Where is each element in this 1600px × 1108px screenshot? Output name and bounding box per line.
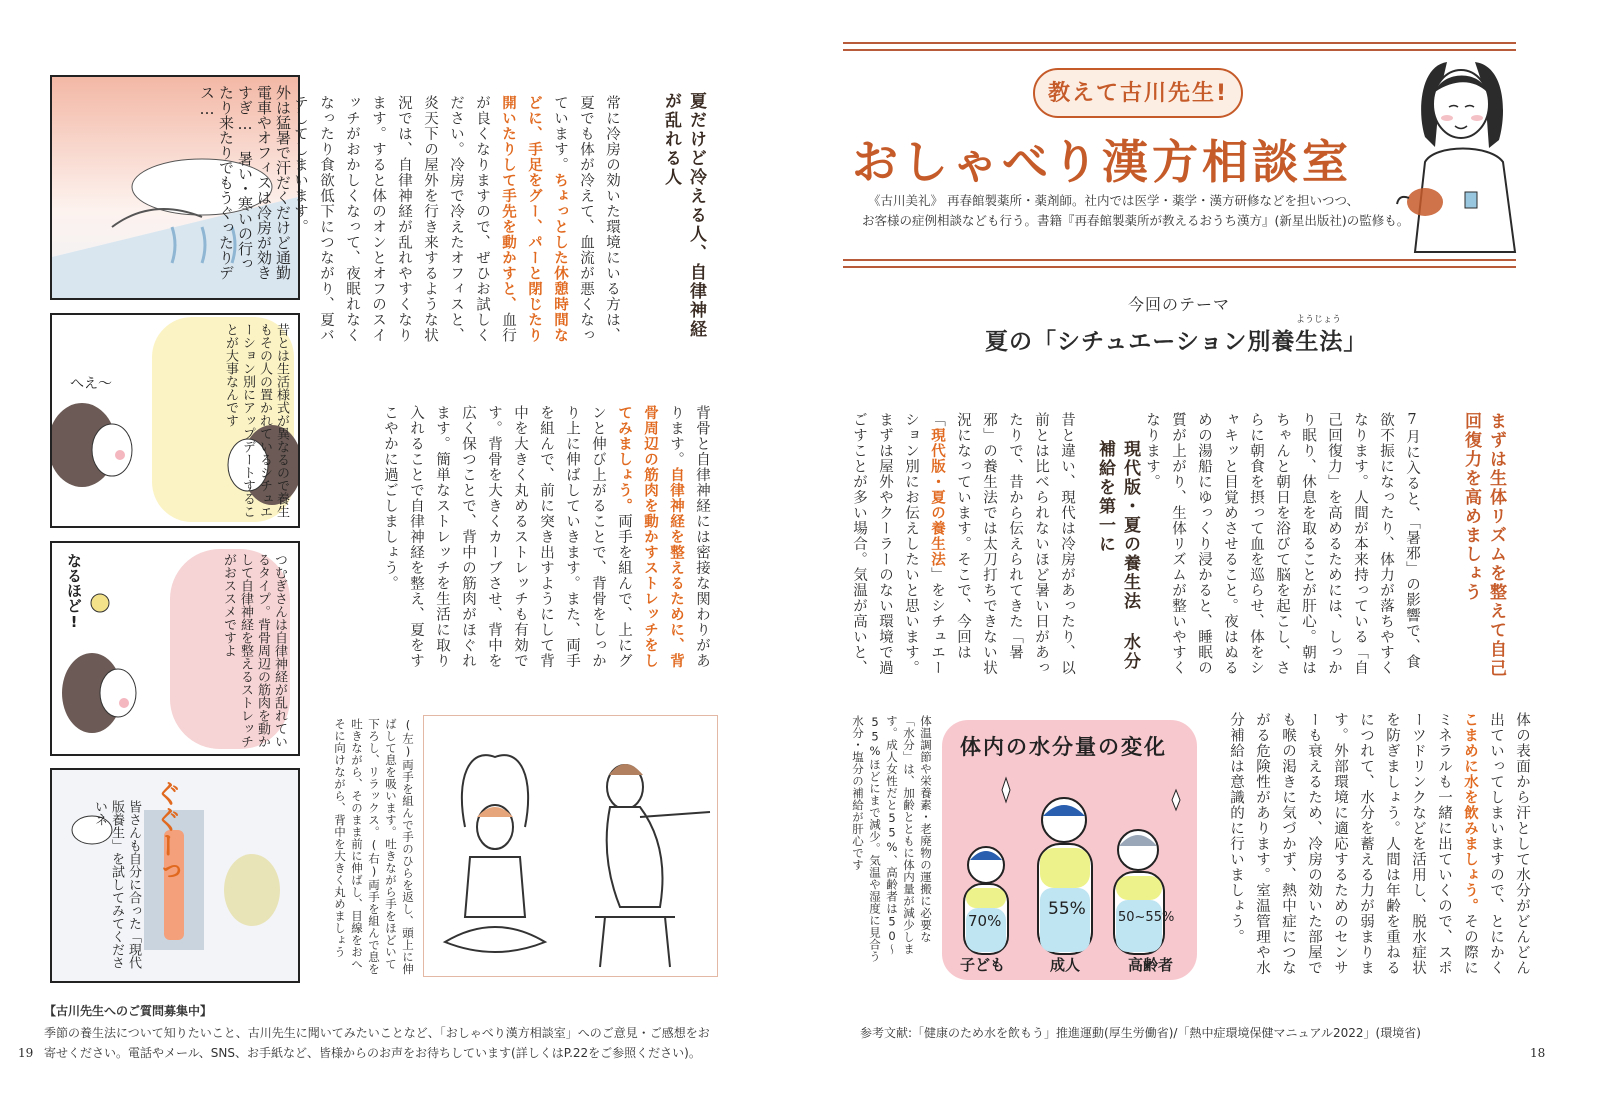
- section-heading-cold: 夏だけど冷える人、自律神経が乱れる人: [661, 92, 706, 339]
- paragraph-spine-c: 両手を組んで、上にグンと伸び上がることで、背骨をしっかり上に伸ばしていきます。: [564, 405, 632, 669]
- reference: 参考文献:「健康のため水を飲もう」推進運動(厚生労働省)/「熱中症環境保健マニュアル2022」(環境省): [860, 1026, 1421, 1040]
- water-figures: [942, 770, 1197, 975]
- page-title: おしゃべり漢方相談室: [852, 135, 1352, 189]
- paragraph-office: 冷房で冷えたオフィスと、炎天下の屋外を行き来するような状況では、自律神経が乱れやすくなります。すると体のオンとオフのスイッチがおかしくなって、夜眠れなくなったり食欲低下につながり、夏バテしてしまいます。: [292, 95, 464, 343]
- paragraph-water-c: その際にミネラルも一緒に出ていくので、スポーツドリンクなどを活用し、脱水症状を防ぎましょう。人間は年齢を重ねるにつれて、水分を蓄える力が弱まります。外部環境に適応するためのセンサーも衰えるため、冷房の効いた部屋でも喉の渇きに気づかず、熱中症につながる危険性があります。室温管理や水分補給は意識的に行いましょう。: [1228, 712, 1478, 976]
- theme-ruby: ようじょう: [1296, 315, 1342, 325]
- figure-label-elder: 高齢者: [1128, 956, 1174, 974]
- comic-panel-3: [50, 541, 300, 756]
- header-rule: [843, 42, 1516, 51]
- paragraph-water-a: 体の表面から汗として水分がどんどん出ていってしまいますので、とにかく: [1488, 712, 1530, 976]
- notice-line-2: 寄せください。電話やメール、SNS、お手紙など、皆様からのお声をお待ちしています(詳しくはP.22をご参照ください)。: [44, 1046, 701, 1060]
- comic-panel-2: [50, 313, 300, 528]
- figure-label-adult: 成人: [1050, 956, 1081, 974]
- theme-label: 今回のテーマ: [1128, 295, 1231, 314]
- figure-value-elder: 50~55%: [1118, 910, 1175, 925]
- figure-value-adult: 55%: [1048, 899, 1086, 919]
- paragraph-modern-c: 」をシチュエーション別にお伝えしたいと思います。: [903, 412, 945, 676]
- comic-2-exclaim: へえ〜: [70, 376, 112, 392]
- paragraph-cold-c: 血行が良くなりますので、ぜひお試しください。: [448, 95, 516, 343]
- paragraph-water-highlight: こまめに水を飲みましょう。: [1462, 712, 1479, 914]
- paragraph-water: [1220, 712, 1535, 982]
- paragraph-modern-a: 昔と違い、現代は冷房があったり、以前とは比べられないほど暑い日があったりで、昔から伝えられてきた「暑邪」の養生法では太刀打ちできない状況になっています。そこで、今回は「: [929, 412, 1075, 676]
- page-number-left: 19: [18, 1046, 34, 1060]
- stretch-caption: (左)両手を組んで手のひらを返し、頭上に伸ばして息を吸います。吐きながら手をほどいて下ろし、リラックス。(右)両手を組んで息を吐きながら、そのまま前に伸ばし、目線をおへそに向けながら、背中を大きく丸めましょう: [333, 718, 415, 975]
- paragraph-modern-highlight: 現代版・夏の養生法: [929, 427, 946, 567]
- paragraph-modern: [851, 412, 1080, 682]
- profile-line-1: 《古川美礼》 再春館製薬所・薬剤師。社内では医学・薬学・漢方研修などを担いつつ、: [868, 193, 1359, 208]
- comic-panel-4: [50, 768, 300, 983]
- stretch-illustration: [425, 717, 716, 975]
- notice-line-1: 季節の養生法について知りたいこと、古川先生に聞いてみたいことなど、「おしゃべり漢方相談室」へのご意見・ご感想をお: [44, 1026, 710, 1040]
- paragraph-outdoor: まずは屋外やクーラーのない環境で過ごすことが多い場合。気温が高いと、: [851, 412, 893, 676]
- paragraph-closing: 簡単なストレッチを生活に取り入れることで自律神経を整え、夏をすこやかに過ごしましょう。: [382, 405, 450, 669]
- paragraph-spine: [350, 405, 715, 675]
- section-heading-rhythm: まずは生体リズムを整えて自己回復力を高めましょう: [1461, 412, 1506, 678]
- figure-value-child: 70%: [968, 912, 1002, 930]
- paragraph-cold: [292, 95, 625, 350]
- paragraph-spine-a: 背骨と自律神経には密接な関わりがあります。: [668, 405, 710, 669]
- paragraph-stretch: また、両手を組んで、前に突き出すようにして背中を大きく丸めるストレッチも有効です。背骨を大きくカーブさせ、背中を広く保つことで、背中の筋肉がほぐれます。: [434, 405, 580, 669]
- comic-3-exclaim: なるほど!: [65, 553, 83, 631]
- page-number-right: 18: [1530, 1046, 1546, 1060]
- paragraph-rhythm: 7月に入ると、「暑邪」の影響で、食欲不振になったり、体力が落ちやすくなります。人間が本来持っている「自己回復力」を高めるためには、しっかり眠り、休息を取ることが肝心。朝はちゃんと朝日を浴びて脳を起こし、さらに朝食を摂って血を巡らせ、体をシャキッと目覚めさせること。夜はぬるめの湯船にゆっくり浸かると、睡眠の質が上がり、生体リズムが整いやすくなります。: [1144, 412, 1420, 676]
- paragraph-cold-highlight: ちょっとした休憩時間などに、手足をグー、パーと閉じたり開いたりして手先を動かすと、: [500, 95, 569, 343]
- comic-2-text: 昔とは生活様式が異なるので養生もその人の置かれているシチュエーション別にアップデートすることが大事なんです: [223, 323, 289, 518]
- section-heading-modern: 現代版・夏の養生法 水分補給を第一に: [1095, 440, 1140, 671]
- comic-4-sfx: ぐぐーっ: [151, 780, 181, 884]
- notice-title: 【古川先生へのご質問募集中】: [44, 1004, 213, 1018]
- profile-line-2: お客様の症例相談なども行う。書籍『再春館製薬所が教えるおうち漢方』(新星出版社)の監修も。: [862, 213, 1410, 228]
- water-note: 体温調節や栄養素・老廃物の運搬に必要な「水分」は、加齢とともに体内量が減少します。成人女性だと55%、高齢者は50〜55%ほどにまで減少。気温や湿度に見合う水分・塩分の補給が肝心です: [851, 715, 933, 963]
- teacher-illustration: [1395, 52, 1535, 267]
- theme-title: 夏の「シチュエーション別養生法」: [985, 328, 1368, 355]
- comic-4-text: 皆さんも自分に合った「現代版養生」を試してみてくださいネ: [92, 800, 141, 969]
- water-chart-title: 体内の水分量の変化: [960, 735, 1167, 759]
- figure-label-child: 子ども: [960, 956, 1006, 974]
- comic-1-text: 外は猛暑で汗だくだけど通勤電車やオフィスは冷房が効きすぎ… 暑い・寒いの行ったり来たりでもうぐったりデス…: [198, 85, 292, 280]
- comic-panel-1: [50, 75, 300, 300]
- paragraph-spine-highlight: 自律神経を整えるために、背骨周辺の筋肉を動かすストレッチをしてみましょう。: [616, 405, 685, 669]
- paragraph-cold-a: 常に冷房の効いた環境にいる方は、夏でも体が冷えて、血流が悪くなっています。: [552, 95, 620, 343]
- bubble-text: 教えて古川先生!: [1047, 81, 1229, 106]
- comic-3-text: つむぎさんは自律神経が乱れているタイプ。背骨周辺の筋肉を動かして自律神経を整えるストレッチがおススメですよ: [221, 553, 287, 748]
